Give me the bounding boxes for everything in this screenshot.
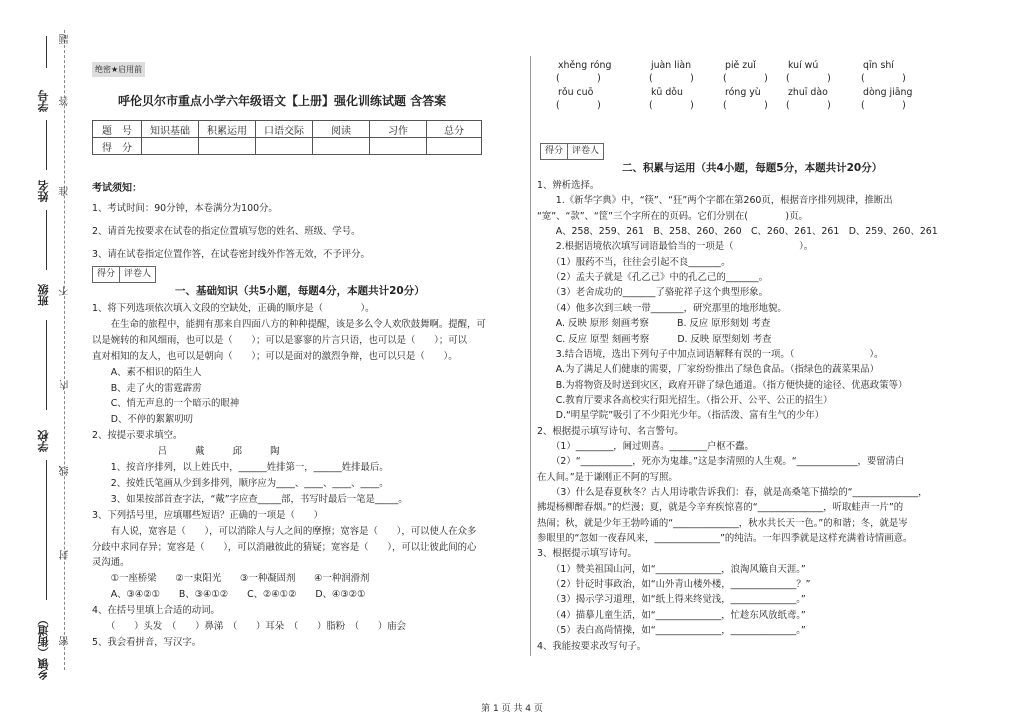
pinyin-label: kū dǒu — [651, 87, 683, 98]
question-line: A、258、259、261 B、258、260、260 C、260、261、261 D、259、260、261 — [537, 226, 938, 238]
score-cell: 知识基础 — [142, 121, 199, 138]
pinyin-answer-blank[interactable]: ( ) — [649, 100, 694, 111]
question-line: C. 反应 原型 刻画考察 D. 反映 原型刻划 考查 — [537, 333, 772, 345]
question-line: A.为了满足人们健康的需要，厂家纷纷推出了绿色食品。（指绿色的蔬菜果品） — [537, 364, 880, 376]
exam-title: 呼伦贝尔市重点小学六年级语文【上册】强化训练试题 含答案 — [118, 94, 447, 108]
question-line: 1、辨析选择。 — [537, 180, 600, 191]
binding-strip — [0, 0, 78, 722]
question-line: B、走了火的雷霆霹雳 — [92, 382, 202, 394]
question-line: 在人间。”是于谦刚正不阿的写照。 — [537, 471, 678, 483]
grader-score-label: 得分 — [541, 144, 568, 159]
fill-line — [46, 210, 47, 270]
question-line: 2、根据提示填写诗句、名言警句。 — [537, 425, 684, 437]
pinyin-label: xhěng róng — [558, 60, 612, 71]
question-line: D、不停的絮絮叨叨 — [92, 414, 193, 426]
score-cell-blank[interactable] — [142, 138, 199, 155]
question-line: 3.结合语境，选出下列句子中加点词语解释有误的一项。（ ）。 — [537, 348, 884, 360]
seal-char: 不 — [60, 286, 71, 296]
question-line: 热闹；秋，就是少年王勃吟诵的“______________，秋水共长天一色。”的和谐；冬，就是岑 — [537, 517, 908, 529]
question-line: 1、按音序排列，以上姓氏中，______姓排第一，______姓排最后。 — [92, 462, 389, 473]
notice-item: 3、请在试卷指定位置作答，在试卷密封线外作答无效，不予评分。 — [92, 249, 370, 260]
pinyin-answer-blank[interactable]: ( ) — [723, 100, 768, 111]
notice-item: 2、请首先按要求在试卷的指定位置填写您的姓名、班级、学号。 — [92, 226, 361, 237]
score-cell: 总分 — [427, 121, 482, 138]
question-line: A. 反映 原形 刻画考察 B. 反应 原形刻划 考查 — [537, 318, 771, 330]
label-township: 乡镇（街道） — [37, 614, 50, 680]
question-line: D.“明星学院”吸引了不少阳光少年。（指活泼、富有生气的少年） — [537, 410, 825, 422]
question-line: B.为将物资及时送到灾区，政府开辟了绿色通道。（指方便快捷的途径、优惠政策等） — [537, 379, 908, 391]
question-line: 拂堤杨柳醉春烟。”的烂漫；夏，就是今辛弃疾惊喜的“______________，听取蛙声一片”的 — [537, 502, 904, 514]
score-table-header-row — [93, 121, 482, 138]
question-line: C.教育厅要求各高校实行阳光招生。（指公开、公平、公正的招生） — [537, 394, 833, 406]
question-line: C、悄无声息的一个暗示的眼神 — [92, 398, 240, 410]
question-line: （2）“___________，死亦为鬼雄。”这是李清照的人生观。“_____________，要留清白 — [537, 456, 905, 468]
pinyin-answer-blank[interactable]: ( ) — [556, 100, 601, 111]
grader-score-label: 得分 — [93, 267, 120, 282]
score-cell: 阅读 — [313, 121, 370, 138]
grader-box — [540, 143, 604, 160]
pinyin-label: juàn liàn — [651, 60, 692, 71]
question-line: （3）揭示学习道理，如“纸上得来终觉浅，______________。” — [537, 594, 806, 606]
pinyin-label: kuí wú — [788, 60, 819, 71]
fill-line — [46, 120, 47, 170]
label-school: 学校 — [37, 430, 50, 452]
pinyin-answer-blank[interactable]: ( ) — [723, 73, 768, 84]
question-line: 直对相知的友人，也可以是朝向（ ）；可以是面对的激烈争辩，也可以只是（ ）。 — [92, 350, 458, 362]
question-line: 1.《新华字典》中，“筷”、“狂”两个字都在第260页，根据音序排列规律，推断出 — [537, 195, 893, 207]
seal-char: 题 — [60, 34, 71, 44]
seal-char: 答 — [60, 96, 71, 106]
question-line: （5）表白高尚情操，如“______________，______________。” — [537, 625, 806, 637]
question-line: “宽”、“款”、“筐”三个字所在的页码。它们分别在( )页。 — [537, 210, 808, 222]
score-table — [92, 120, 482, 155]
question-line: 吕 戴 邱 陶 — [92, 446, 280, 458]
question-line: 1、将下列选项依次填入文段的空缺处，正确的顺序是（ ）。 — [92, 303, 375, 314]
section1-heading: 一、基础知识（共5小题，每题4分，本题共计20分） — [175, 285, 425, 297]
question-line: （2）针砭时事政治，如“山外青山楼外楼，______________？” — [537, 579, 811, 591]
secret-tag: 绝密★启用前 — [92, 62, 145, 77]
question-line: 4、我能按要求改写句子。 — [537, 640, 647, 652]
pinyin-answer-blank[interactable]: ( ) — [786, 100, 831, 111]
label-class: 班级 — [37, 284, 50, 306]
label-name: 姓名 — [37, 180, 50, 202]
question-line: （1）赞美祖国山河，如“______________，浪淘风簸自天涯。” — [537, 563, 806, 575]
pinyin-answer-blank[interactable]: ( ) — [861, 100, 906, 111]
question-line: （4）他多次到三峡一带_______，研究那里的地形地貌。 — [537, 302, 787, 314]
pinyin-label: rǒu cuō — [558, 87, 594, 98]
grader-box — [92, 266, 156, 283]
pinyin-label: dòng jiāng — [863, 87, 913, 98]
question-line: （1）服药不当，往往会引起不良_______。 — [537, 256, 731, 268]
score-cell-blank[interactable] — [313, 138, 370, 155]
score-table-score-row — [93, 138, 482, 155]
score-cell: 习作 — [370, 121, 427, 138]
seal-char: 密 — [60, 636, 71, 646]
question-line: 在生命的旅程中，能拥有那来自四面八方的种种提醒，该是多么令人欢欣鼓舞啊。提醒，可 — [92, 318, 486, 330]
question-line: （2）孟夫子就是《孔乙己》中的孔乙己的_______。 — [537, 272, 768, 284]
question-line: 5、我会看拼音，写汉字。 — [92, 636, 202, 648]
seal-dashed-line — [64, 30, 65, 670]
question-line: （3）老舍成功的_______了骆驼祥子这个典型形象。 — [537, 287, 768, 299]
score-cell-blank[interactable] — [370, 138, 427, 155]
question-line: 分歧中求同存异；宽容是（ ），可以消融彼此的猜疑；宽容是（ ），可以让彼此间的心 — [92, 541, 477, 553]
question-line: 3、下列括号里，应填哪些短语？正确的一项是（ ） — [92, 509, 323, 521]
grader-reviewer-label: 评卷人 — [124, 269, 152, 279]
question-line: 参眼里的“忽如一夜春风来，______________”的纯洁。一年四季就是这样充满着诗情画意。 — [537, 533, 913, 545]
label-student-id: 学号 — [37, 90, 50, 112]
question-line: （4）描摹儿童生活，如“______________，忙趁东风放纸鸢。” — [537, 609, 806, 621]
pinyin-label: qīn shí — [863, 60, 894, 71]
pinyin-answer-blank[interactable]: ( ) — [649, 73, 694, 84]
seal-char: 准 — [60, 186, 71, 196]
question-line: （1）________，阃过则喜。________户枢不蠹。 — [537, 440, 754, 452]
score-cell-blank[interactable] — [199, 138, 256, 155]
seal-char: 内 — [60, 380, 71, 390]
question-line: 2、按姓氏笔画从少到多排列，顺序应为____、____、____、____。 — [92, 477, 389, 489]
seal-char: 线 — [60, 466, 71, 476]
question-line: 3、如果按部首查字法，“戴”字应查_____部，书写时最后一笔是_____。 — [92, 493, 408, 505]
pinyin-answer-blank[interactable]: ( ) — [861, 73, 906, 84]
score-cell-blank[interactable] — [427, 138, 482, 155]
score-cell: 积累运用 — [199, 121, 256, 138]
question-line: 4、在括号里填上合适的动词。 — [92, 605, 220, 617]
pinyin-label: róng yù — [725, 87, 761, 98]
section2-heading: 二、积累与运用（共4小题，每题5分，本题共计20分） — [622, 162, 883, 174]
column-divider — [530, 56, 531, 656]
question-line: 有人说，宽容是（ ），可以消除人与人之间的摩擦；宽容是（ ），可以使人在众多 — [92, 525, 477, 537]
score-cell: 题 号 — [93, 121, 142, 138]
question-line: 灵沟通。 — [92, 557, 130, 569]
pinyin-answer-blank[interactable]: ( ) — [786, 73, 831, 84]
question-line: A、③④②① B、③④①② C、②④①② D、④③②① — [92, 589, 366, 601]
page-footer: 第 1 页 共 4 页 — [481, 704, 543, 714]
question-line: （3）什么是春夏秋冬？古人用诗歌告诉我们：春，就是高桑笔下描绘的“______________， — [537, 487, 928, 498]
score-cell-blank[interactable] — [256, 138, 313, 155]
question-line: 2.根据语境依次填写词语最恰当的一项是（ ）。 — [537, 241, 814, 253]
grader-reviewer-label: 评卷人 — [572, 146, 600, 156]
question-line: 2、按提示要求填空。 — [92, 430, 183, 442]
notice-item: 1、考试时间：90分钟，本卷满分为100分。 — [92, 203, 278, 214]
fill-line — [46, 320, 47, 410]
question-line: A、素不相识的陌生人 — [92, 366, 202, 378]
notice-heading: 考试须知： — [92, 183, 142, 194]
seal-char: 封 — [60, 550, 71, 560]
question-line: ①一座桥梁 ②一束阳光 ③一种凝固剂 ④一种润滑剂 — [92, 573, 370, 585]
score-cell: 口语交际 — [256, 121, 313, 138]
question-line: 以是婉转的和风细雨，也可以是（ ）；可以是寥寥的片言只语，也可以是（ ）；可以 — [92, 334, 467, 346]
score-cell: 得 分 — [93, 138, 142, 155]
fill-line — [46, 36, 47, 68]
question-line: 3、根据提示填写诗句。 — [537, 548, 637, 560]
pinyin-answer-blank[interactable]: ( ) — [556, 73, 601, 84]
question-line: （ ）头发 （ ）鼻涕 （ ）耳朵 （ ）脂粉 （ ）庙会 — [92, 621, 407, 632]
fill-line — [46, 460, 47, 600]
pinyin-label: piě zuǐ — [725, 60, 756, 71]
pinyin-label: zhuī dào — [788, 87, 828, 98]
